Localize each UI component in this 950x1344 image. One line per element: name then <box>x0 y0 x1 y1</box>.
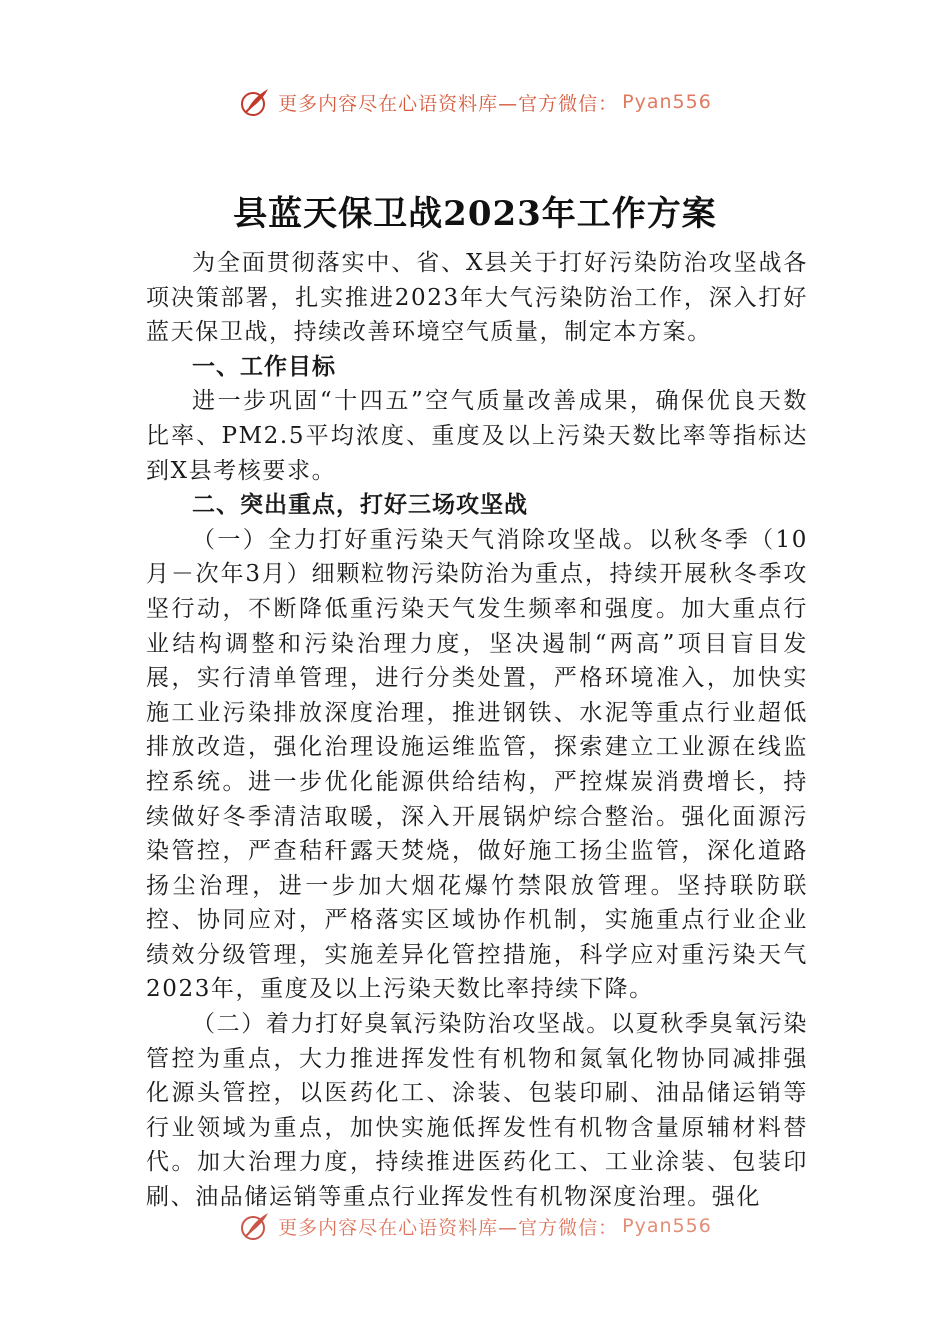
item1-paragraph <box>146 523 808 1007</box>
intro-paragraph: 为全面贯彻落实中、省、X县关于打好污染防治攻坚战各项决策部署，扎实推进2023年大气污染防治工作，深入打好蓝天保卫战，持续改善环境空气质量，制定本方案。 <box>146 250 808 346</box>
goals-paragraph: 进一步巩固“十四五”空气质量改善成果，确保优良天数比率、PM2.5平均浓度、重度及以上污染天数比率等指标达到X县考核要求。 <box>146 388 808 484</box>
watermark-wechat-id: Pyan556 <box>622 1215 712 1237</box>
item2-paragraph <box>146 1007 808 1215</box>
item1-body: 以秋冬季（10月－次年3月）细颗粒物污染防治为重点，持续开展秋冬季攻坚行动，不断降低重污染天气发生频率和强度。加大重点行业结构调整和污染治理力度，坚决遏制“两高”项目盲目发展，实行清单管理，进行分类处置，严格环境准入，加快实施工业污染排放深度治理，推进钢铁、水泥等重点行业超低排放改造，强化治理设施运维监管，探索建立工业源在线监控系统。进一步优化能源供给结构，严控煤炭消费增长，持续做好冬季清洁取暖，深入开展锅炉综合整治。强化面源污染管控，严查秸秆露天焚烧，做好施工扬尘监管，深化道路扬尘治理，进一步加大烟花爆竹禁限放管理。坚持联防联控、协同应对，严格落实区域协作机制，实施重点行业企业绩效分级管理，实施差异化管控措施，科学应对重污染天气2023年，重度及以上污染天数比率持续下降。 <box>146 526 808 1003</box>
watermark-footer <box>0 1206 950 1246</box>
item2-lead: （二）着力打好臭氧污染防治攻坚战。 <box>192 1011 611 1038</box>
item2-body: 以夏秋季臭氧污染管控为重点，大力推进挥发性有机物和氮氧化物协同减排强化源头管控，以医药化工、涂装、包装印刷、油品储运销等行业领域为重点，加快实施低挥发性有机物含量原辅材料替代。加大治理力度，持续推进医药化工、工业涂装、包装印刷、油品储运销等重点行业挥发性有机物深度治理。强化 <box>146 1011 808 1211</box>
watermark-header <box>0 82 950 122</box>
quill-logo-icon <box>238 1209 272 1243</box>
section-heading-goals: 一、工作目标 <box>192 353 336 380</box>
watermark-text: 更多内容尽在心语资料库—官方微信： <box>278 92 619 115</box>
section-heading-priorities: 二、突出重点，打好三场攻坚战 <box>192 492 528 519</box>
document-body <box>146 246 808 1215</box>
item1-lead: （一）全力打好重污染天气消除攻坚战。 <box>192 526 649 553</box>
watermark-text: 更多内容尽在心语资料库—官方微信： <box>278 1216 619 1239</box>
watermark-wechat-id: Pyan556 <box>622 91 712 113</box>
document-title: 县蓝天保卫战2023年工作方案 <box>233 194 717 234</box>
quill-logo-icon <box>238 85 272 119</box>
